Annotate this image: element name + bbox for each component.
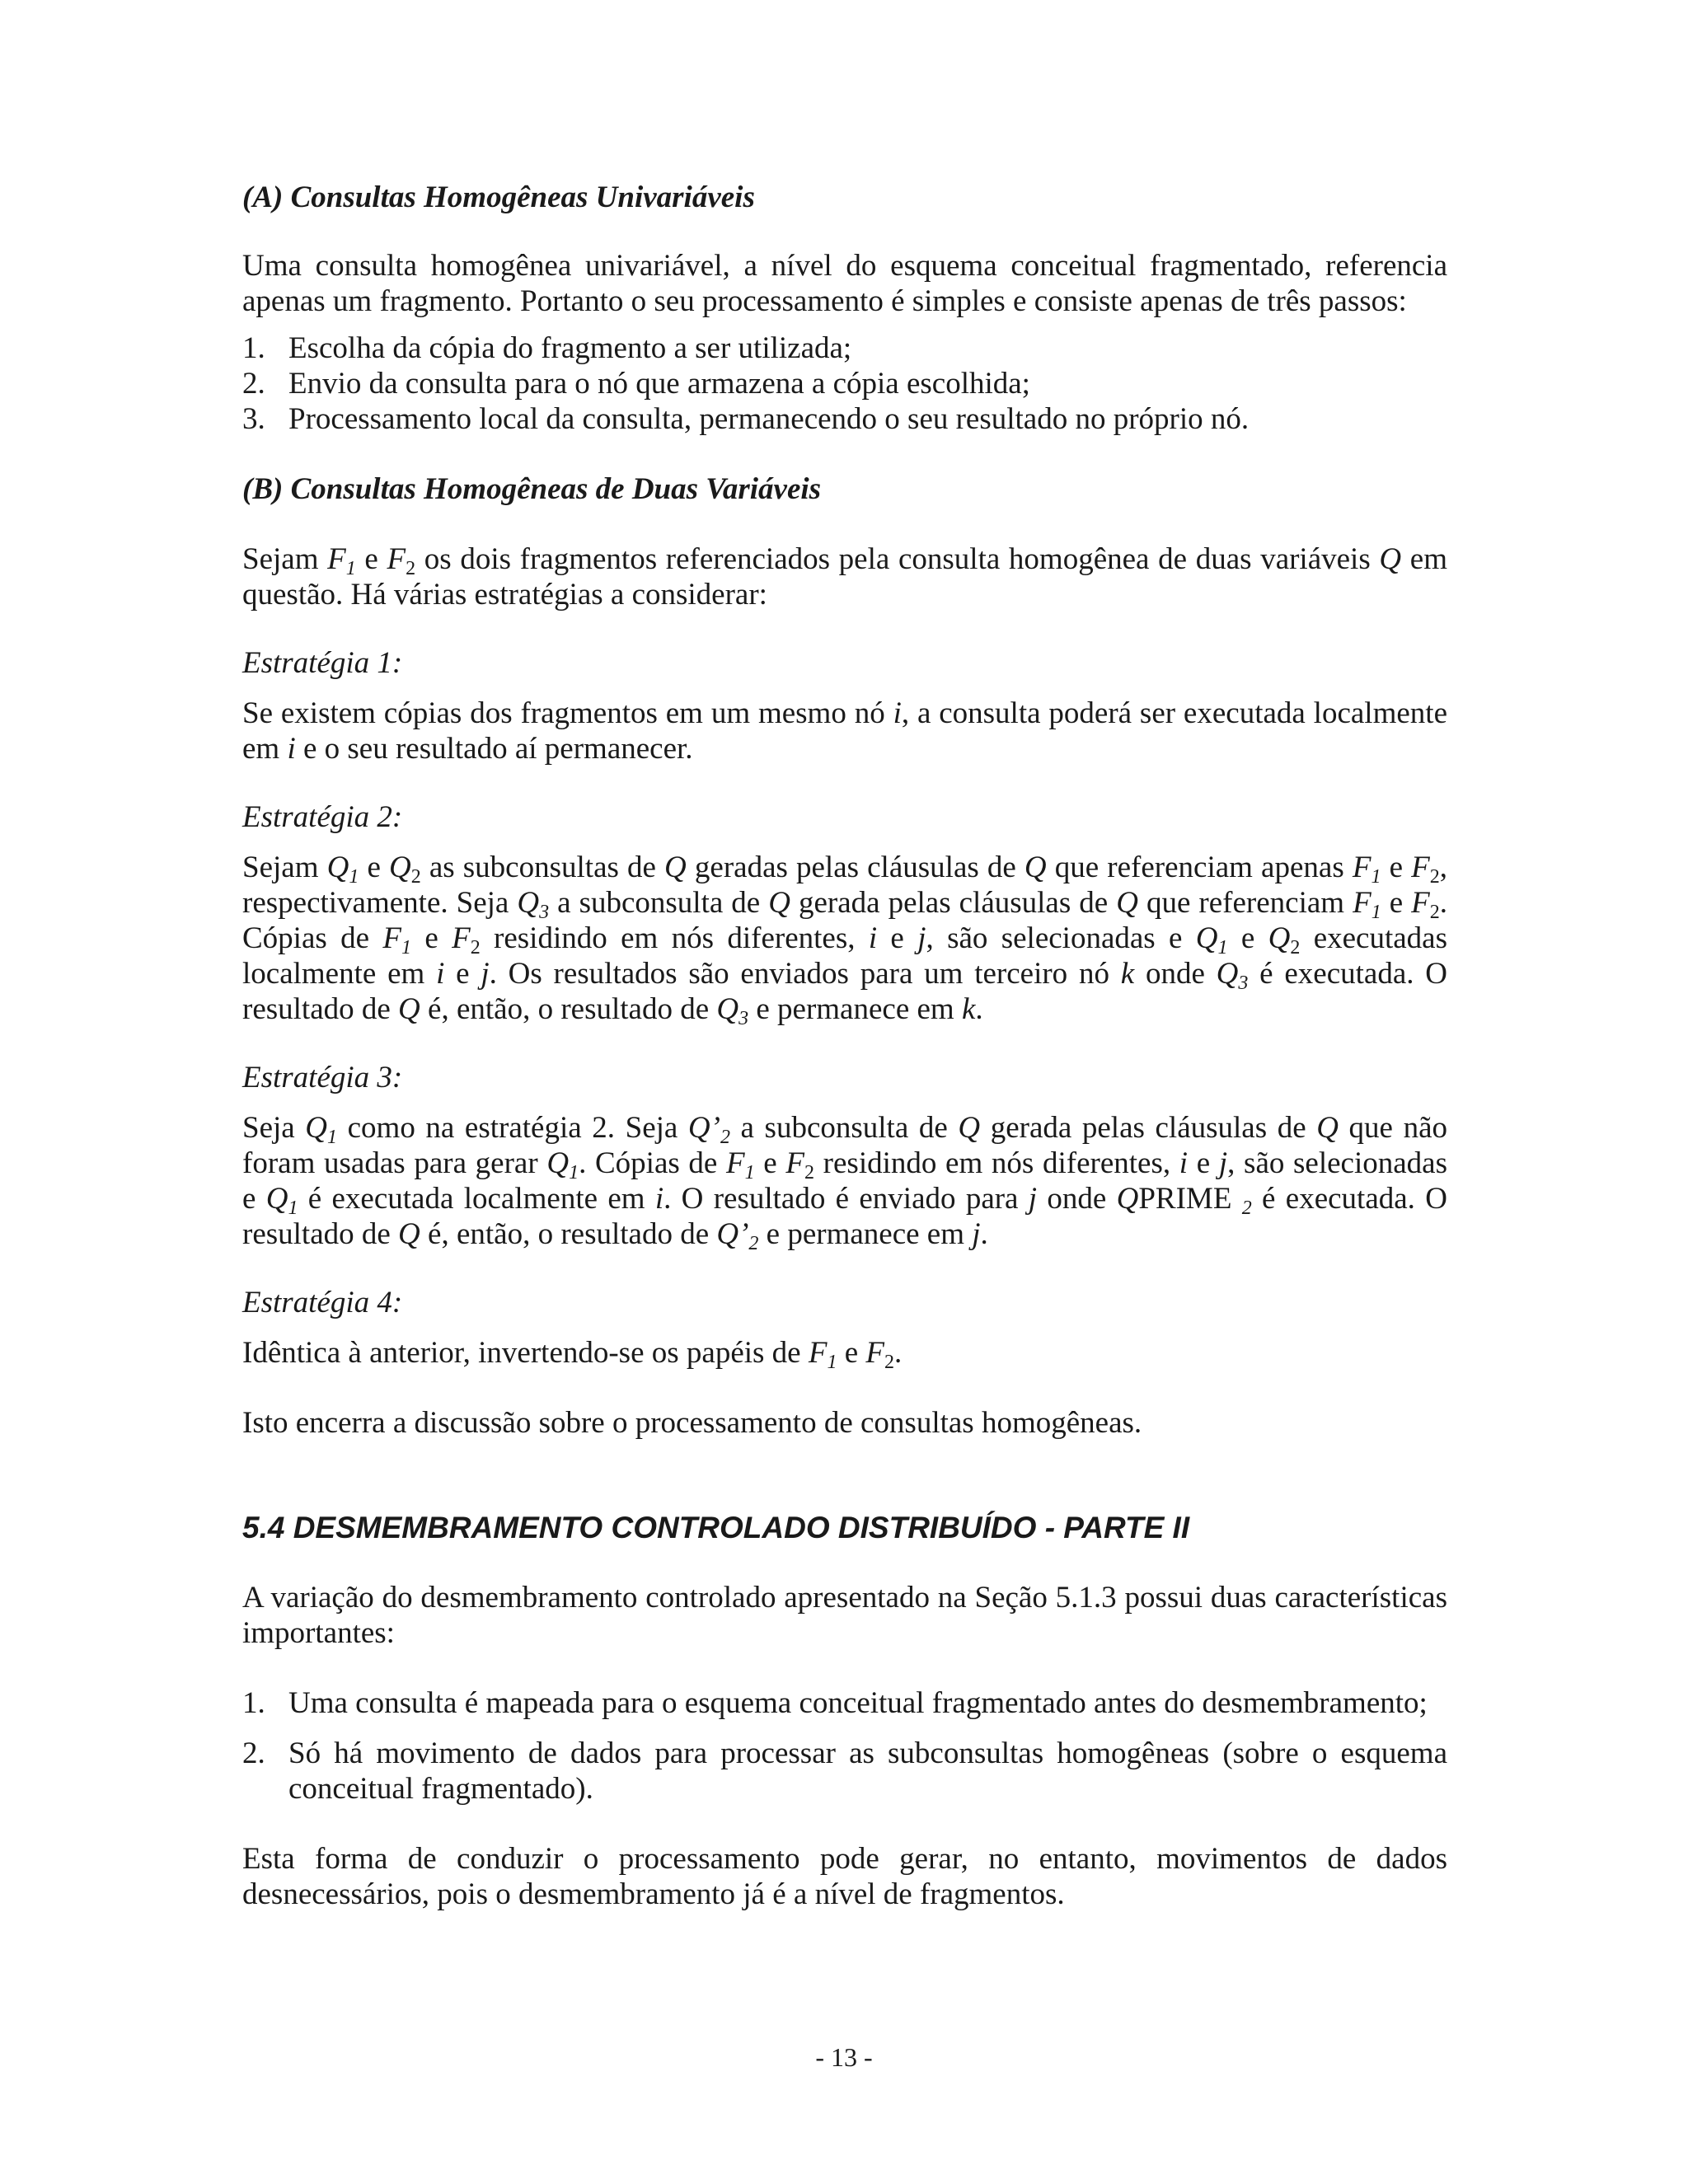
strategy-4-title: Estratégia 4: [242, 1286, 403, 1319]
section-b-heading: (B) Consultas Homogêneas de Duas Variáveis [242, 472, 822, 506]
section-a-steps [242, 330, 1447, 437]
strategy-4-text: Idêntica à anterior, invertendo-se os papéis de $F_1$ e $F_2$. [242, 1336, 903, 1373]
strategy-1-title: Estratégia 1: [242, 646, 403, 680]
closing-paragraph: Isto encerra a discussão sobre o processamento de consultas homogêneas. [242, 1406, 1142, 1440]
list-text: Escolha da cópia do fragmento a ser utilizada; [288, 331, 852, 365]
list-text: Processamento local da consulta, permanecendo o seu resultado no próprio nó. [288, 402, 1250, 436]
list-item [242, 1736, 1447, 1807]
strategy-3-title: Estratégia 3: [242, 1061, 403, 1094]
list-text: Envio da consulta para o nó que armazena a cópia escolhida; [288, 367, 1030, 401]
list-item [242, 401, 1447, 437]
list-number: 1. [242, 1686, 265, 1720]
section-54-intro: A variação do desmembramento controlado apresentado na Seção 5.1.3 possui duas características importantes: [242, 1581, 1447, 1650]
section-a-paragraph: Uma consulta homogênea univariável, a nível do esquema conceitual fragmentado, referencia apenas um fragmento. Portanto o seu processamento é simples e consiste apenas de três passos: [242, 249, 1447, 318]
list-number: 3. [242, 402, 265, 436]
section-b-intro: Sejam $F_1$ e $F_2$ os dois fragmentos referenciados pela consulta homogênea de duas variáveis Q em questão. Há várias estratégias a considerar: [242, 542, 1448, 612]
strategy-2-title: Estratégia 2: [242, 800, 403, 834]
list-number: 2. [242, 1736, 265, 1770]
list-item [242, 1685, 1447, 1721]
list-number: 2. [242, 367, 265, 401]
list-text: Só há movimento de dados para processar as subconsultas homogêneas (sobre o esquema conceitual fragmentado). [288, 1736, 1447, 1806]
section-a-heading: (A) Consultas Homogêneas Univariáveis [242, 180, 755, 214]
section-54-list [242, 1685, 1447, 1807]
page-number: - 13 - [815, 2042, 873, 2072]
section-heading: 5.4 DESMEMBRAMENTO CONTROLADO DISTRIBUÍDO - PARTE II [242, 1511, 1190, 1544]
list-item [242, 366, 1447, 401]
list-number: 1. [242, 331, 265, 365]
page-content [242, 180, 1447, 1912]
list-text: Uma consulta é mapeada para o esquema conceitual fragmentado antes do desmembramento; [288, 1686, 1428, 1720]
list-item [242, 330, 1447, 366]
strategy-2-text: Sejam $Q_1$ e $Q_2$ as subconsultas de Q geradas pelas cláusulas de Q que referenciam apenas $F_1$ e $F_2$, respectivamente. Seja $Q_3$ a subconsulta de Q gerada pelas cláusulas de Q que referenciam $F_1$ e $F_2$. Cópias de $F_1$ e $F_2$ residindo em nós diferentes, i e j, são selecionadas e $Q_1$ e $Q_2$ executadas localmente em i e j. Os resultados são enviados para um terceiro nó k onde $Q_3$ é executada. O resultado de Q é, então, o resultado de $Q_3$ e permanece em k. [242, 851, 1448, 1029]
section-54-closing: Esta forma de conduzir o processamento pode gerar, no entanto, movimentos de dados desnecessários, pois o desmembramento já é a nível de fragmentos. [242, 1842, 1447, 1911]
strategy-3-text: Seja $Q_1$ como na estratégia 2. Seja $Q’_2$ a subconsulta de Q gerada pelas cláusulas de Q que não foram usadas para gerar $Q_1$. Cópias de $F_1$ e $F_2$ residindo em nós diferentes, i e j, são selecionadas e $Q_1$ é executada localmente em i. O resultado é enviado para j onde QPRIME $_2$ é executada. O resultado de Q é, então, o resultado de $Q’_2$ e permanece em j. [242, 1111, 1448, 1254]
strategy-1-text: Se existem cópias dos fragmentos em um mesmo nó i, a consulta poderá ser executada localmente em i e o seu resultado aí permanecer. [242, 696, 1447, 766]
